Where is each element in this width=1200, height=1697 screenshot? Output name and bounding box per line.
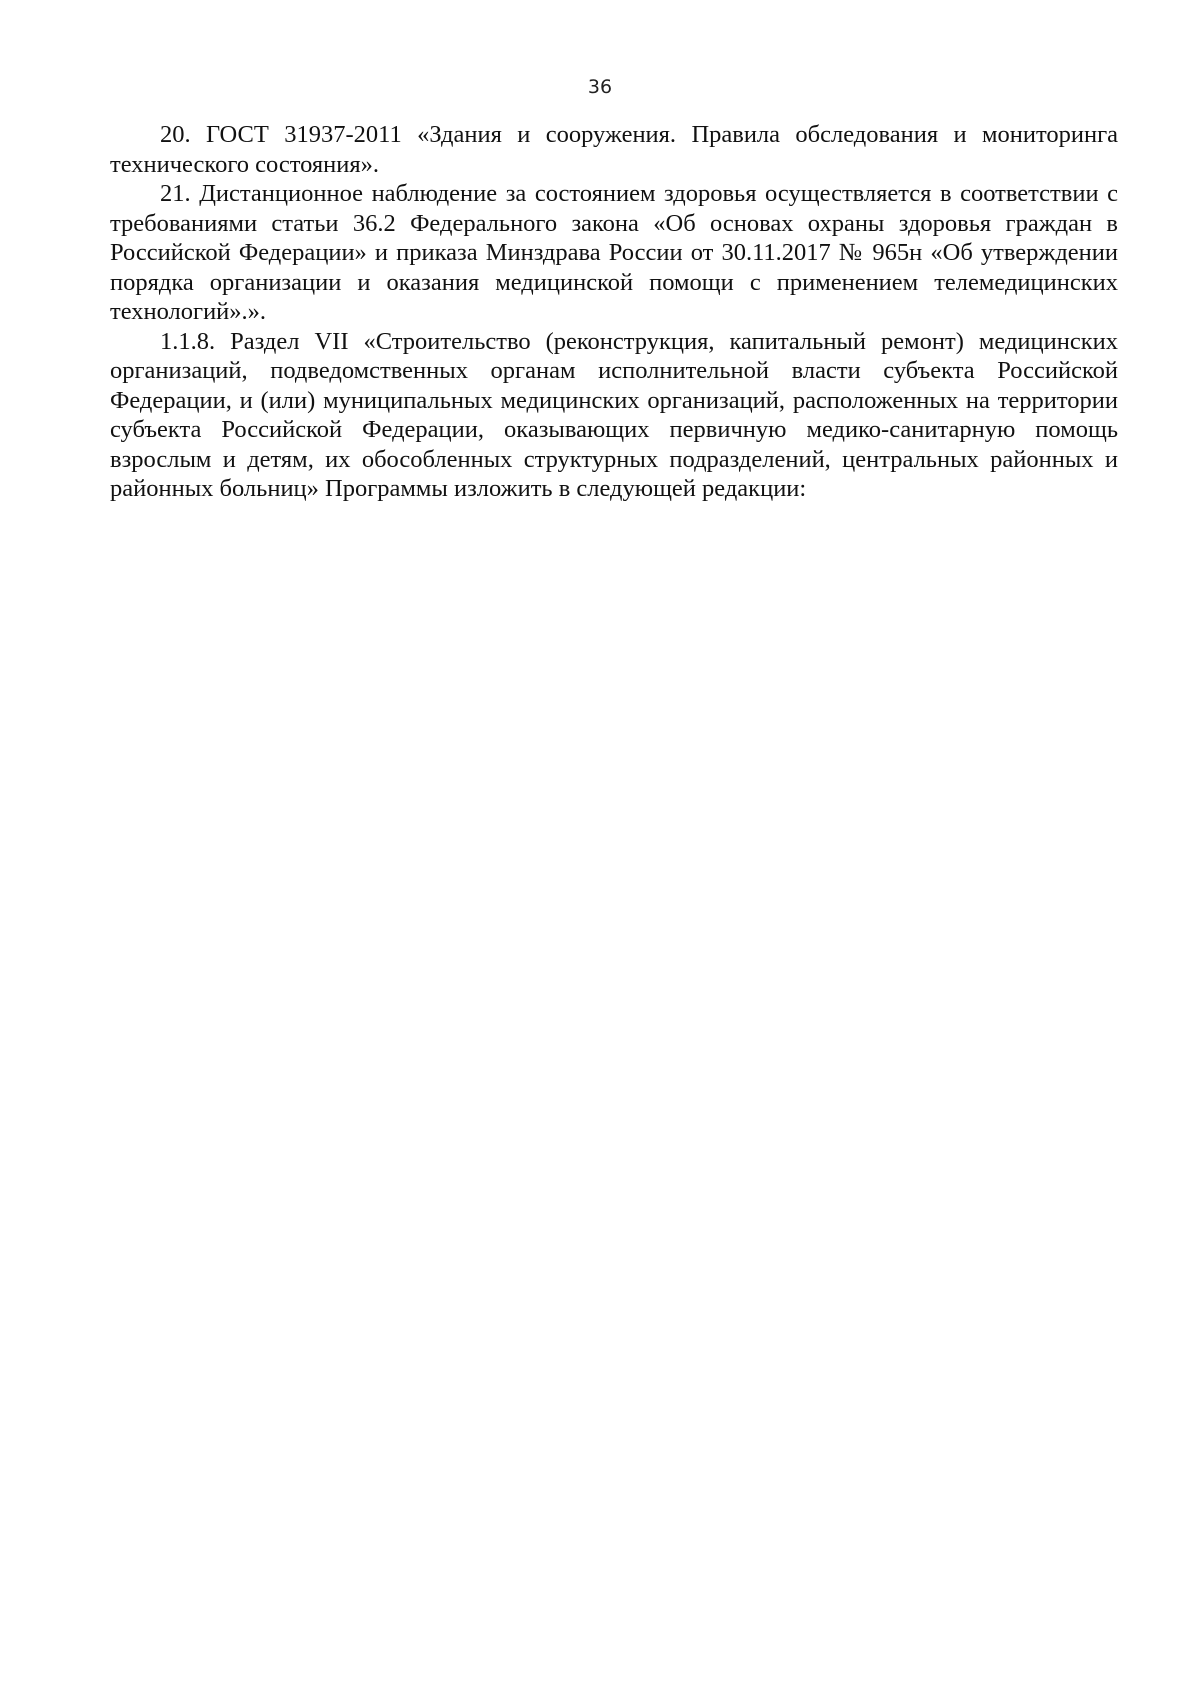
page-number: 36 — [587, 76, 613, 98]
paragraph-item-20: 20. ГОСТ 31937-2011 «Здания и сооружения. Правила обследования и мониторинга технического состояния». — [110, 121, 1118, 178]
paragraph-item-21: 21. Дистанционное наблюдение за состоянием здоровья осуществляется в соответствии с требованиями статьи 36.2 Федерального закона «Об основах охраны здоровья граждан в Российской Федерации» и приказа Минздрава России от 30.11.2017 № 965н «Об утверждении порядка организации и оказания медицинской помощи с применением телемедицинских технологий».». — [110, 180, 1118, 325]
document-body — [110, 120, 1118, 504]
paragraph-item-1-1-8: 1.1.8. Раздел VII «Строительство (реконструкция, капитальный ремонт) медицинских организаций, подведомственных органам исполнительной власти субъекта Российской Федерации, и (или) муниципальных медицинских организаций, расположенных на территории субъекта Российской Федерации, оказывающих первичную медико-санитарную помощь взрослым и детям, их обособленных структурных подразделений, центральных районных и районных больниц» Программы изложить в следующей редакции: — [110, 327, 1118, 502]
